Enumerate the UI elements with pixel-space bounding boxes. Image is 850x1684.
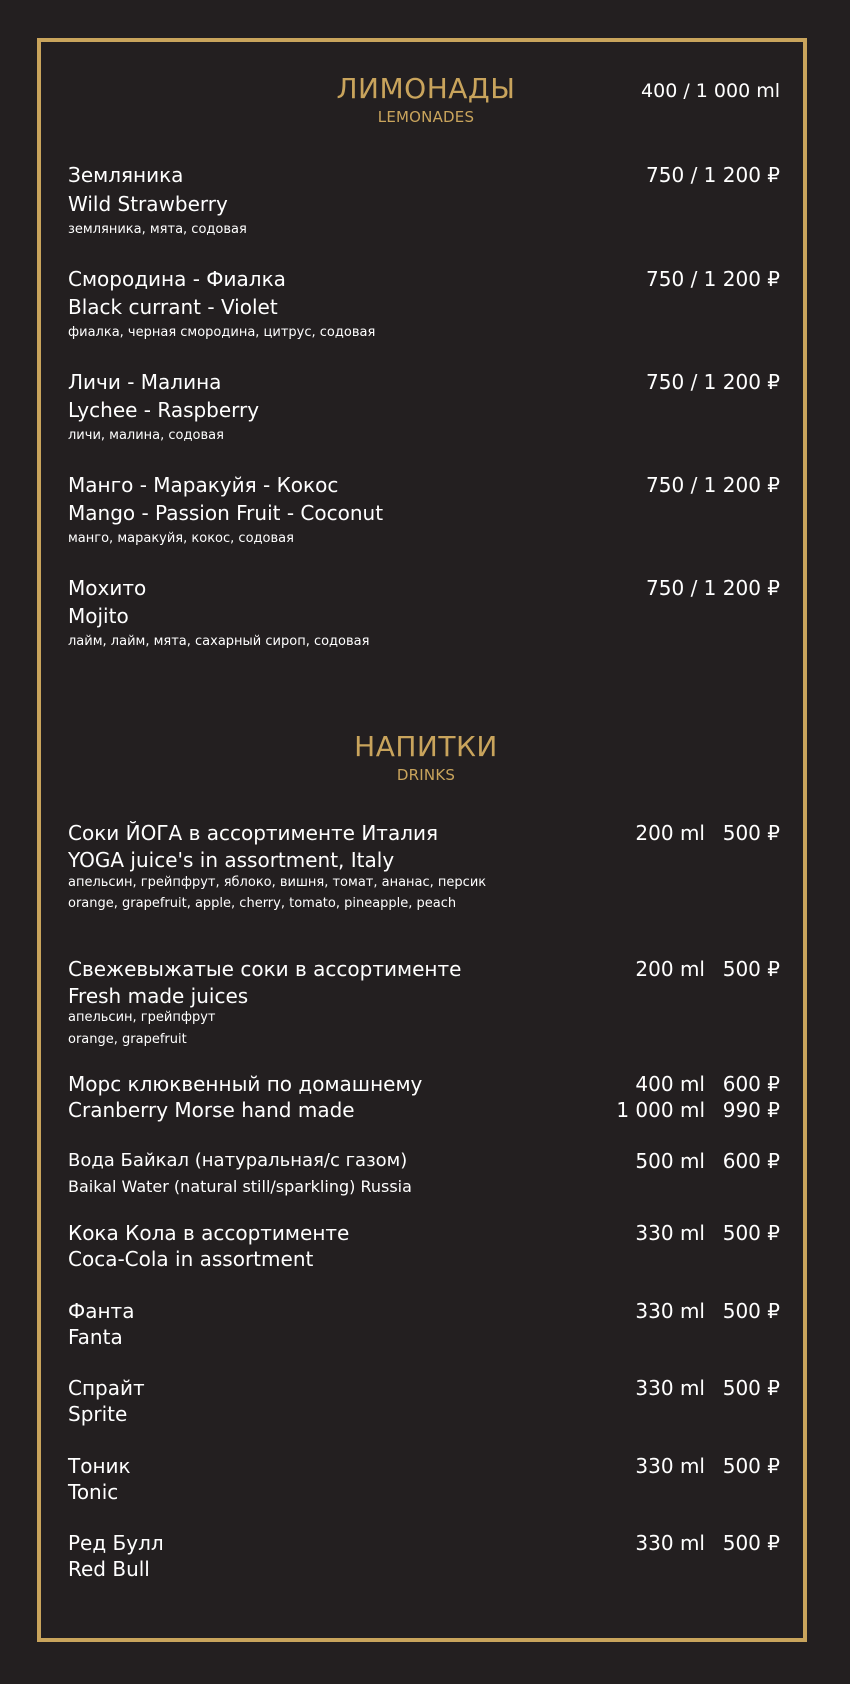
item-volume: 400 ml xyxy=(635,1072,705,1096)
section-subtitle-drinks: DRINKS xyxy=(396,766,456,784)
item-volume: 330 ml xyxy=(635,1376,705,1400)
item-price: 500 ₽ xyxy=(722,1454,780,1478)
item-name-en: Sprite xyxy=(68,1402,128,1426)
item-description: личи, малина, содовая xyxy=(68,428,224,443)
item-price-large: 990 ₽ xyxy=(722,1098,780,1122)
item-name-ru: Тоник xyxy=(68,1454,131,1478)
item-description: земляника, мята, содовая xyxy=(68,222,247,237)
item-price: 500 ₽ xyxy=(722,957,780,981)
item-price: 750 / 1 200 ₽ xyxy=(646,370,780,394)
item-description: апельсин, грейпфрут xyxy=(68,1010,216,1025)
item-name-ru: Спрайт xyxy=(68,1376,145,1400)
item-price: 750 / 1 200 ₽ xyxy=(646,163,780,187)
item-name-en: Baikal Water (natural still/sparkling) Russia xyxy=(68,1177,412,1196)
item-name-en: Coca-Cola in assortment xyxy=(68,1247,314,1271)
item-price: 750 / 1 200 ₽ xyxy=(646,267,780,291)
item-volume: 200 ml xyxy=(635,821,705,845)
item-volume: 330 ml xyxy=(635,1221,705,1245)
item-volume-large: 1 000 ml xyxy=(616,1098,705,1122)
item-name-en: Tonic xyxy=(68,1480,119,1504)
item-volume: 500 ml xyxy=(635,1149,705,1173)
item-price: 600 ₽ xyxy=(722,1149,780,1173)
lemonades-volume-header: 400 / 1 000 ml xyxy=(641,80,780,102)
item-name-ru: Кока Кола в ассортименте xyxy=(68,1221,350,1245)
section-subtitle-lemonades: LEMONADES xyxy=(377,108,475,126)
item-description-en: orange, grapefruit xyxy=(68,1032,187,1047)
item-name-en: Cranberry Morse hand made xyxy=(68,1098,355,1122)
item-volume: 330 ml xyxy=(635,1454,705,1478)
item-volume: 330 ml xyxy=(635,1531,705,1555)
item-name-ru: Мохито xyxy=(68,576,147,600)
item-name-ru: Ред Булл xyxy=(68,1531,164,1555)
item-volume: 200 ml xyxy=(635,957,705,981)
item-description: лайм, лайм, мята, сахарный сироп, содовая xyxy=(68,634,370,649)
item-name-ru: Личи - Малина xyxy=(68,370,222,394)
item-name-en: Fresh made juices xyxy=(68,984,249,1008)
item-name-ru: Вода Байкал (натуральная/с газом) xyxy=(68,1150,408,1171)
item-name-en: Black currant - Violet xyxy=(68,295,278,319)
item-description: фиалка, черная смородина, цитрус, содовая xyxy=(68,325,376,340)
item-name-ru: Фанта xyxy=(68,1299,135,1323)
item-price: 750 / 1 200 ₽ xyxy=(646,576,780,600)
item-name-ru: Соки ЙОГА в ассортименте Италия xyxy=(68,821,439,845)
item-price: 500 ₽ xyxy=(722,1221,780,1245)
item-price: 600 ₽ xyxy=(722,1072,780,1096)
item-description: манго, маракуйя, кокос, содовая xyxy=(68,531,294,546)
item-name-ru: Смородина - Фиалка xyxy=(68,267,286,291)
section-title-lemonades: ЛИМОНАДЫ xyxy=(336,72,516,105)
item-description: апельсин, грейпфрут, яблоко, вишня, томат, ананас, персик xyxy=(68,875,487,890)
item-price: 500 ₽ xyxy=(722,821,780,845)
section-title-drinks: НАПИТКИ xyxy=(354,730,498,763)
item-price: 500 ₽ xyxy=(722,1531,780,1555)
item-volume: 330 ml xyxy=(635,1299,705,1323)
item-name-en: Red Bull xyxy=(68,1557,150,1581)
item-name-ru: Морс клюквенный по домашнему xyxy=(68,1072,423,1096)
item-name-en: Fanta xyxy=(68,1325,123,1349)
item-name-en: Lychee - Raspberry xyxy=(68,398,260,422)
item-price: 750 / 1 200 ₽ xyxy=(646,473,780,497)
item-name-en: Wild Strawberry xyxy=(68,192,228,216)
item-name-en: Mango - Passion Fruit - Coconut xyxy=(68,501,384,525)
item-name-ru: Земляника xyxy=(68,163,184,187)
item-name-en: YOGA juice's in assortment, Italy xyxy=(68,848,395,872)
item-name-ru: Манго - Маракуйя - Кокос xyxy=(68,473,339,497)
item-name-en: Mojito xyxy=(68,604,129,628)
item-name-ru: Свежевыжатые соки в ассортименте xyxy=(68,957,462,981)
item-price: 500 ₽ xyxy=(722,1299,780,1323)
item-description-en: orange, grapefruit, apple, cherry, tomato, pineapple, peach xyxy=(68,896,457,911)
item-price: 500 ₽ xyxy=(722,1376,780,1400)
